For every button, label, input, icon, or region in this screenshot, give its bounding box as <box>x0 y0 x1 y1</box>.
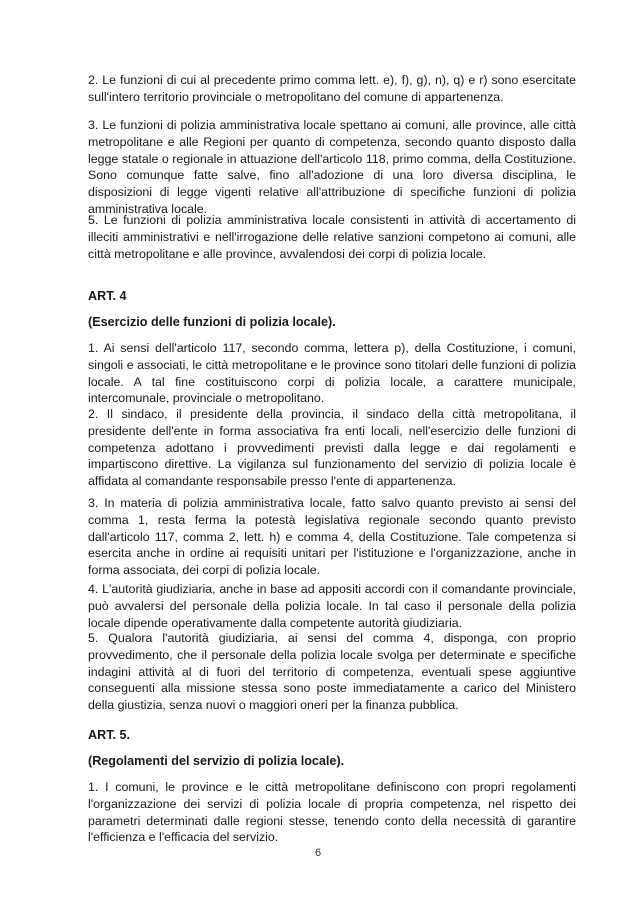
paragraph-2: 2. Le funzioni di cui al precedente primo comma lett. e), f), g), n), q) e r) sono esercitate sull'intero territorio provinciale o metropolitano del comune di appartenenza. <box>88 73 576 104</box>
art4-paragraph-5: 5. Qualora l'autorità giudiziaria, ai sensi del comma 4, disponga, con proprio provvedimento, che il personale della polizia locale svolga per determinate e specifiche indagini attività al di fuori del territorio di competenza, eventuali spese aggiuntive conseguenti alla missione stessa sono poste immediatamente a carico del Ministero della giustizia, senza nuovi o maggiori oneri per la finanza pubblica. <box>88 631 576 713</box>
art4-paragraph-3: 3. In materia di polizia amministrativa locale, fatto salvo quanto previsto ai sensi del comma 1, resta ferma la potestà legislativa regionale secondo quanto previsto dall'articolo 117, comma 2, lett. h) e comma 4, della Costituzione. Tale competenza si esercita anche in ordine ai requisiti unitari per l'istituzione e l'organizzazione, anche in forma associata, dei corpi di polizia locale. <box>88 496 576 578</box>
art4-heading: ART. 4 <box>88 289 127 303</box>
art5-paragraph-1: 1. I comuni, le province e le città metropolitane definiscono con propri regolamenti l'organizzazione dei servizi di polizia locale di propria competenza, nel rispetto dei parametri determinati dalle regioni stesse, tenendo conto della necessità di garantire l'efficienza e l'efficacia del servizio. <box>88 780 576 845</box>
page-number: 6 <box>314 847 322 859</box>
art4-subheading: (Esercizio delle funzioni di polizia locale). <box>88 315 336 329</box>
art4-paragraph-4: 4. L'autorità giudiziaria, anche in base ad appositi accordi con il comandante provinciale, può avvalersi del personale della polizia locale. In tal caso il personale della polizia locale dipende operativamente dalla competente autorità giudiziaria. <box>88 582 576 630</box>
art4-paragraph-2: 2. Il sindaco, il presidente della provincia, il sindaco della città metropolitana, il presidente dell'ente in forma associativa fra enti locali, nell'esercizio delle funzioni di competenza adottano i provvedimenti previsti dalla legge e dai regolamenti e impartiscono direttive. La vigilanza sul funzionamento del servizio di polizia locale è affidata al comandante responsabile presso l'ente di appartenenza. <box>88 407 576 489</box>
paragraph-3: 3. Le funzioni di polizia amministrativa locale spettano ai comuni, alle province, alle città metropolitane e alle Regioni per quanto di competenza, secondo quanto disposto dalla legge statale o regionale in attuazione dell'articolo 118, primo comma, della Costituzione. Sono comunque fatte salve, fino all'adozione di una loro diversa disciplina, le disposizioni di legge vigenti relative all'attribuzione di specifiche funzioni di polizia amministrativa locale. <box>88 118 576 216</box>
art4-paragraph-1: 1. Ai sensi dell'articolo 117, secondo comma, lettera p), della Costituzione, i comuni, singoli e associati, le città metropolitane e le province sono titolari delle funzioni di polizia locale. A tal fine costituiscono corpi di polizia locale, a carattere municipale, intercomunale, provinciale o metropolitano. <box>88 341 576 406</box>
paragraph-5: 5. Le funzioni di polizia amministrativa locale consistenti in attività di accertamento di illeciti amministrativi e nell'irrogazione delle relative sanzioni competono ai comuni, alle città metropolitane e alle province, avvalendosi dei corpi di polizia locale. <box>88 213 576 261</box>
art5-subheading: (Regolamenti del servizio di polizia locale). <box>88 754 345 768</box>
art5-heading: ART. 5. <box>88 728 130 742</box>
